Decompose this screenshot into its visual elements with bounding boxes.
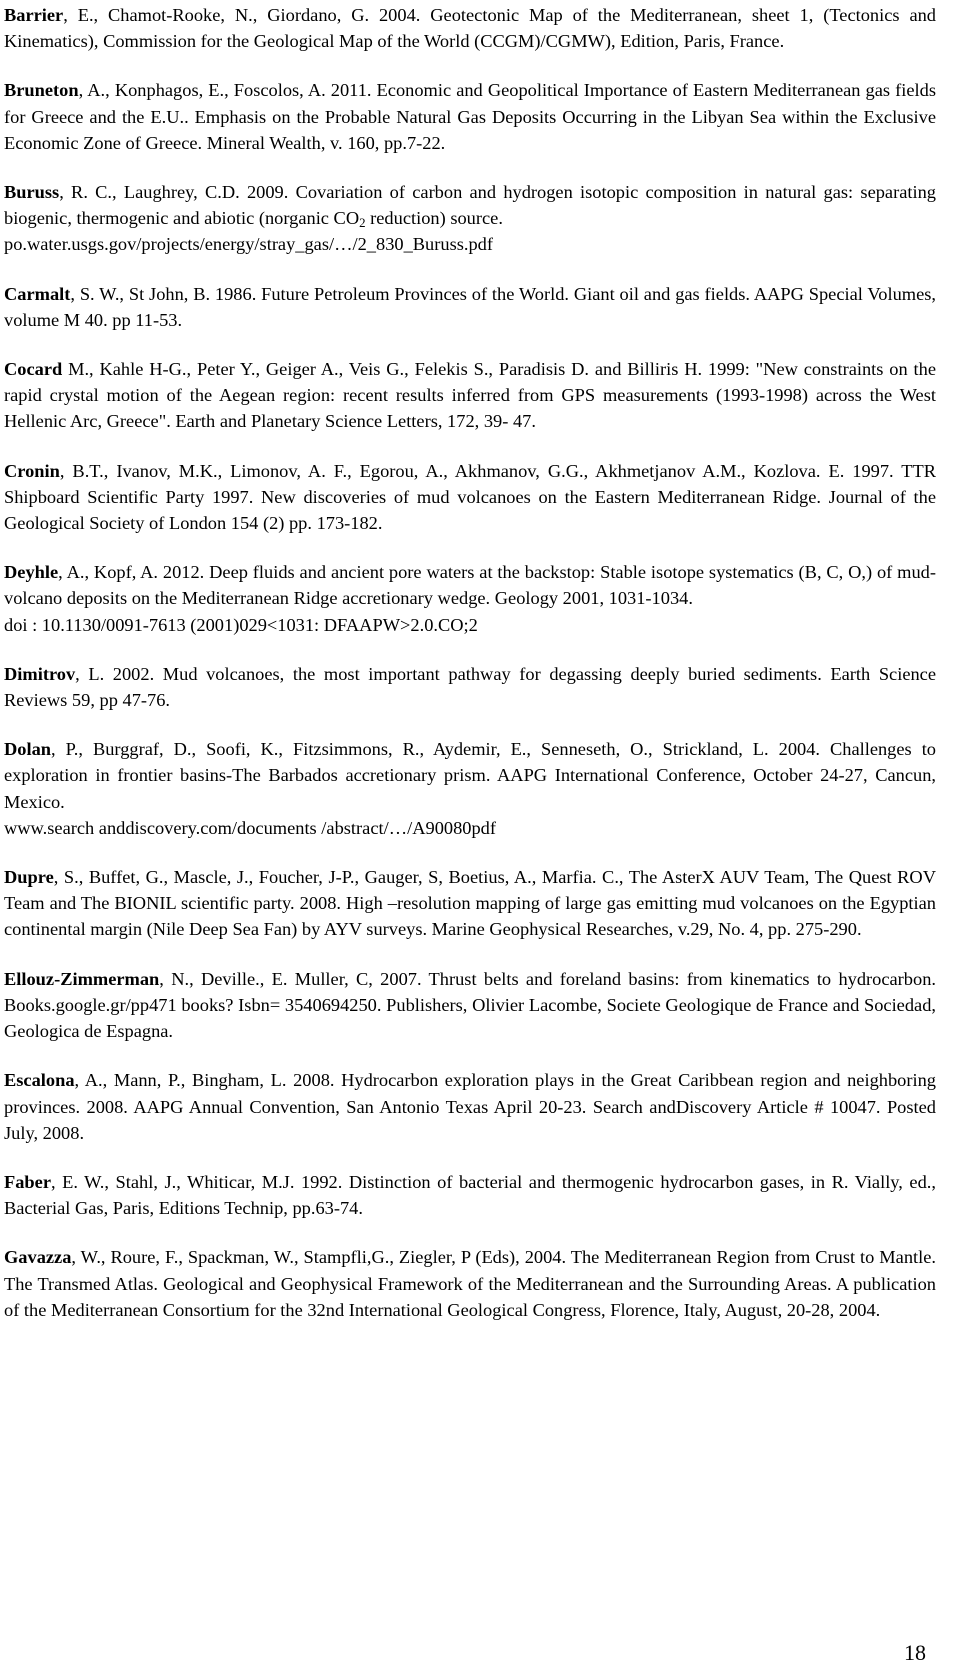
reference-author: Escalona: [4, 1070, 75, 1091]
reference-url[interactable]: po.water.usgs.gov/projects/energy/stray_gas/…/2_830_Buruss.pdf: [4, 234, 493, 255]
reference-entry-ellouz-zimmerman: [4, 966, 936, 1045]
reference-entry-gavazza: [4, 1244, 936, 1323]
reference-text: , S., Buffet, G., Mascle, J., Foucher, J-P., Gauger, S, Boetius, A., Marfia. C., The AsterX AUV Team, The Quest ROV Team and The BIONIL scientific party. 2008. High –resolution mapping of large gas emitting mud volcanoes on the Egyptian continental margin (Nile Deep Sea Fan) by AYV surveys. Marine Geophysical Researches, v.29, No. 4, pp. 275-290.: [4, 867, 936, 940]
reference-text: , W., Roure, F., Spackman, W., Stampfli,G., Ziegler, P (Eds), 2004. The Mediterranean Region from Crust to Mantle. The Transmed Atlas. Geological and Geophysical Framework of the Mediterranean and the Surrounding Areas. A publication of the Mediterranean Consortium for the 32nd International Geological Congress, Florence, Italy, August, 20-28, 2004.: [4, 1247, 936, 1320]
reference-entry-dupre: [4, 864, 936, 943]
reference-entry-barrier: [4, 2, 936, 54]
reference-author: Carmalt: [4, 283, 71, 304]
reference-entry-dolan: [4, 736, 936, 841]
reference-doi: doi : 10.1130/0091-7613 (2001)029<1031: DFAAPW>2.0.CO;2: [4, 614, 478, 635]
reference-author: Gavazza: [4, 1247, 72, 1268]
reference-author: Dolan: [4, 739, 52, 760]
reference-text: M., Kahle H-G., Peter Y., Geiger A., Veis G., Felekis S., Paradisis D. and Billiris H. 1999: "New constraints on the rapid crystal motion of the Aegean region: recent results inferred from GPS measurements (1993-1998) across the West Hellenic Arc, Greece". Earth and Planetary Science Letters, 172, 39- 47.: [4, 359, 936, 432]
reference-text: , E., Chamot-Rooke, N., Giordano, G. 2004. Geotectonic Map of the Mediterranean, sheet 1, (Tectonics and Kinematics), Commission for the Geological Map of the World (CCGM)/CGMW), Edition, Paris, France.: [4, 5, 936, 52]
reference-entry-bruneton: [4, 77, 936, 156]
reference-text: , A., Konphagos, E., Foscolos, A. 2011. Economic and Geopolitical Importance of Eastern Mediterranean gas fields for Greece and the E.U.. Emphasis on the Probable Natural Gas Deposits Occurring in the Libyan Sea within the Exclusive Economic Zone of Greece. Mineral Wealth, v. 160, pp.7-22.: [4, 80, 936, 153]
reference-text: , S. W., St John, B. 1986. Future Petroleum Provinces of the World. Giant oil and gas fields. AAPG Special Volumes, volume M 40. pp 11-53.: [4, 283, 936, 330]
reference-author: Buruss: [4, 182, 60, 203]
reference-text: , P., Burggraf, D., Soofi, K., Fitzsimmons, R., Aydemir, E., Senneseth, O., Strickland, L. 2004. Challenges to exploration in frontier basins-The Barbados accretionary prism. AAPG International Conference, October 24-27, Cancun, Mexico.: [4, 739, 936, 812]
reference-author: Bruneton: [4, 80, 79, 101]
reference-entry-cocard: [4, 356, 936, 435]
reference-subscript: 2: [359, 216, 366, 231]
reference-entry-dimitrov: [4, 661, 936, 713]
reference-author: Faber: [4, 1171, 51, 1192]
reference-entry-escalona: [4, 1067, 936, 1146]
reference-entry-faber: [4, 1169, 936, 1221]
reference-author: Cronin: [4, 460, 60, 481]
reference-entry-carmalt: [4, 281, 936, 333]
reference-text: , R. C., Laughrey, C.D. 2009. Covariation of carbon and hydrogen isotopic composition in natural gas: separating biogenic, thermogenic and abiotic (norganic CO: [4, 182, 936, 229]
reference-entry-cronin: [4, 458, 936, 537]
reference-author: Dimitrov: [4, 663, 76, 684]
reference-text: , L. 2002. Mud volcanoes, the most important pathway for degassing deeply buried sediments. Earth Science Reviews 59, pp 47-76.: [4, 663, 936, 711]
reference-author: Dupre: [4, 867, 54, 888]
reference-entry-deyhle: [4, 559, 936, 638]
reference-author: Cocard: [4, 359, 63, 380]
reference-text: , A., Mann, P., Bingham, L. 2008. Hydrocarbon exploration plays in the Great Caribbean region and neighboring provinces. 2008. AAPG Annual Convention, San Antonio Texas April 20-23. Search andDiscovery Article # 10047. Posted July, 2008.: [4, 1070, 936, 1143]
reference-url[interactable]: www.search anddiscovery.com/documents /abstract/…/A90080pdf: [4, 817, 496, 838]
reference-author: Barrier: [4, 5, 64, 25]
reference-author: Deyhle: [4, 562, 59, 583]
page-number: 18: [904, 1640, 926, 1665]
reference-text-continued: reduction) source.: [365, 208, 503, 229]
reference-text: , N., Deville., E. Muller, C, 2007. Thrust belts and foreland basins: from kinematics to hydrocarbon. Books.google.gr/pp471 books? Isbn= 3540694250. Publishers, Olivier Lacombe, Societe Geologique de France and Sociedad, Geologica de Espagna.: [4, 968, 936, 1042]
reference-entry-buruss: [4, 179, 936, 258]
reference-text: , B.T., Ivanov, M.K., Limonov, A. F., Egorou, A., Akhmanov, G.G., Akhmetjanov A.M., Kozlova. E. 1997. TTR Shipboard Scientific Party 1997. New discoveries of mud volcanoes on the Eastern Mediterranean Ridge. Journal of the Geological Society of London 154 (2) pp. 173-182.: [4, 460, 936, 534]
reference-author: Ellouz-Zimmerman: [4, 968, 160, 989]
reference-text: , E. W., Stahl, J., Whiticar, M.J. 1992. Distinction of bacterial and thermogenic hydrocarbon gases, in R. Vially, ed., Bacterial Gas, Paris, Editions Technip, pp.63-74.: [4, 1171, 936, 1219]
reference-text: , A., Kopf, A. 2012. Deep fluids and ancient pore waters at the backstop: Stable isotope systematics (B, C, O,) of mud-volcano deposits on the Mediterranean Ridge accretionary wedge. Geology 2001, 1031-1034.: [4, 562, 936, 609]
reference-list: [4, 2, 936, 1346]
